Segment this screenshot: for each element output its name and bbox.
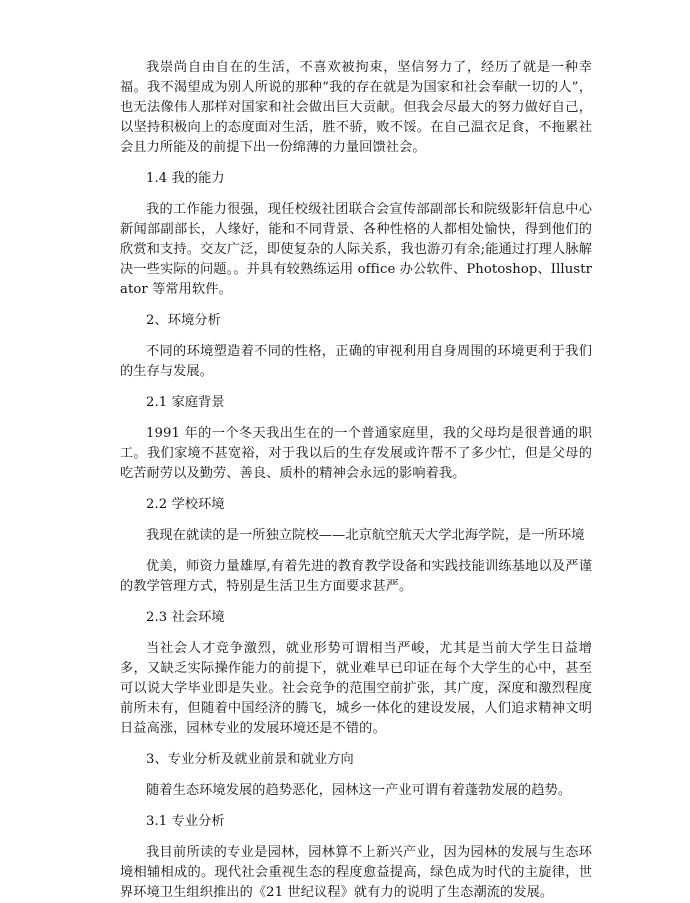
paragraph-family: 1991 年的一个冬天我出生在的一个普通家庭里，我的父母均是很普通的职工。我们家境不甚宽裕，对于我以后的生存发展或许帮不了多少忙，但是父母的吃苦耐劳以及勤劳、善良、质朴的精神会永远的影响着我。 <box>120 426 592 481</box>
paragraph-life-attitude: 我崇尚自由自在的生活，不喜欢被拘束，坚信努力了，经历了就是一种幸福。我不渴望成为别人所说的那种“我的存在就是为国家和社会奉献一切的人”，也无法像伟人那样对国家和社会做出巨大贡献。但我会尽最大的努力做好自己，以坚持积极向上的态度面对生活，胜不骄，败不馁。在自己温衣足食，不拖累社会且力所能及的前提下出一份绵薄的力量回馈社会。 <box>120 60 592 155</box>
heading-school-environment: 2.2 学校环境 <box>146 497 225 512</box>
paragraph-social: 当社会人才竞争激烈，就业形势可谓相当严峻，尤其是当前大学生日益增多，又缺乏实际操作能力的前提下，就业难早已印证在每个大学生的心中，甚至可以说大学毕业即是失业。社会竞争的范围空前扩张，其广度，深度和激烈程度前所未有，但随着中国经济的腾飞，城乡一体化的建设发展，人们追求精神文明日益高涨，园林专业的发展环境还是不错的。 <box>120 641 592 736</box>
heading-major-analysis: 3、专业分析及就业前景和就业方向 <box>146 752 354 767</box>
paragraph-trend: 随着生态环境发展的趋势恶化，园林这一产业可谓有着蓬勃发展的趋势。 <box>146 783 572 798</box>
paragraph-environment-intro: 不同的环境塑造着不同的性格，正确的审视利用自身周围的环境更利于我们的生存与发展。 <box>120 344 592 379</box>
paragraph-school-1: 我现在就读的是一所独立院校——北京航空航天大学北海学院，是一所环境 <box>146 528 585 543</box>
heading-family-background: 2.1 家庭背景 <box>146 395 225 410</box>
heading-environment-analysis: 2、环境分析 <box>146 313 221 328</box>
document-body <box>120 58 592 903</box>
paragraph-ability: 我的工作能力很强，现任校级社团联合会宣传部副部长和院级影轩信息中心新闻部副部长，人缘好，能和不同背景、各种性格的人都相处愉快，得到他们的欣赏和支持。交友广泛，即使复杂的人际关系，我也游刃有余;能通过打理人脉解决一些实际的问题。。并具有较熟练运用 office 办公软件、Photoshop、Illustrator 等常用软件。 <box>120 202 592 297</box>
paragraph-school-2: 优美，师资力量雄厚,有着先进的教育教学设备和实践技能训练基地以及严谨的教学管理方式，特别是生活卫生方面要求甚严。 <box>120 559 592 594</box>
heading-social-environment: 2.3 社会环境 <box>146 610 225 625</box>
heading-my-ability: 1.4 我的能力 <box>146 171 225 186</box>
paragraph-major: 我目前所读的专业是园林，园林算不上新兴产业，因为园林的发展与生态环境相辅相成的。现代社会重视生态的程度愈益提高，绿色成为时代的主旋律，世界环境卫生组织推出的《21 世纪议程》就有力的说明了生态潮流的发展。 <box>120 845 592 900</box>
heading-major-detail: 3.1 专业分析 <box>146 814 225 829</box>
